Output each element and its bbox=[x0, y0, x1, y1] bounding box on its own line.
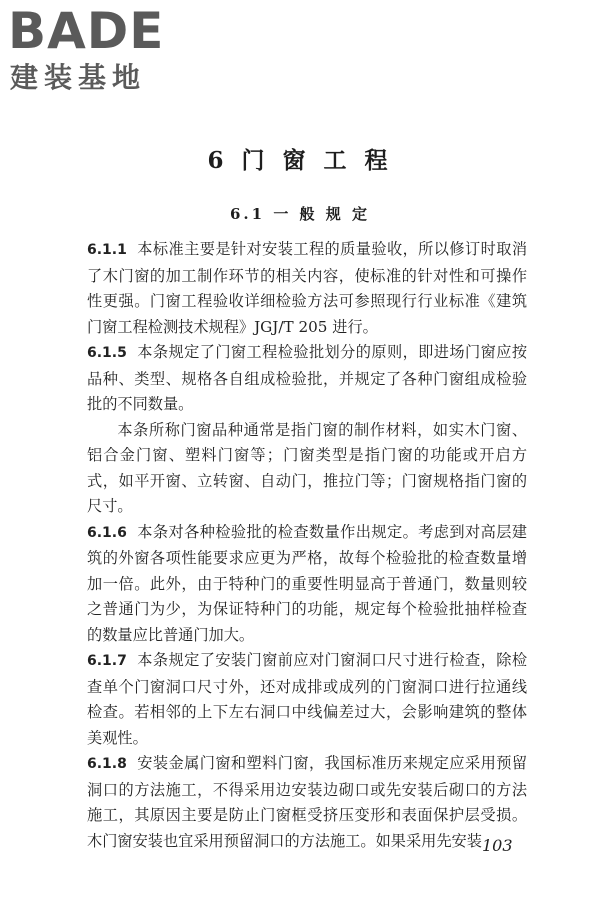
clause-paragraph bbox=[87, 751, 527, 854]
clause-number: 6.1.5 bbox=[87, 345, 127, 361]
clause-number: 6.1.7 bbox=[87, 653, 127, 669]
logo-subtitle: 建装基地 bbox=[10, 61, 147, 94]
clause-paragraph bbox=[87, 237, 527, 340]
clause-number: 6.1.1 bbox=[87, 242, 127, 258]
clause-text: 本标准主要是针对安装工程的质量验收，所以修订时取消了木门窗的加工制作环节的相关内容，使标准的针对性和可操作性更强。门窗工程验收详细检验方法可参照现行行业标准《建筑门窗工程检测技术规程》JGJ/T 205 进行。 bbox=[87, 240, 527, 336]
section-title: 6.1 一 般 规 定 bbox=[230, 205, 370, 223]
clause-number: 6.1.6 bbox=[87, 524, 127, 541]
logo bbox=[8, 4, 178, 96]
clause-paragraph bbox=[87, 648, 527, 751]
clause-paragraph bbox=[87, 520, 527, 649]
page-number: 103 bbox=[482, 836, 513, 855]
clause-text: 本条对各种检验批的检查数量作出规定。考虑到对高层建筑的外窗各项性能要求应更为严格，故每个检验批的检查数量增加一倍。此外，由于特种门的重要性明显高于普通门，数量则较之普通门为少，为保证特种门的功能，规定每个检验批抽样检查的数量应比普通门加大。 bbox=[87, 522, 527, 644]
clause-paragraph bbox=[87, 340, 527, 418]
chapter-title: 6 门 窗 工 程 bbox=[207, 147, 393, 174]
clause-text: 本条所称门窗品种通常是指门窗的制作材料，如实木门窗、铝合金门窗、塑料门窗等；门窗类型是指门窗的功能或开启方式，如平开窗、立转窗、自动门，推拉门等；门窗规格指门窗的尺寸。 bbox=[87, 420, 527, 515]
clause-text: 本条规定了安装门窗前应对门窗洞口尺寸进行检查，除检查单个门窗洞口尺寸外，还对成排或成列的门窗洞口进行拉通线检查。若相邻的上下左右洞口中线偏差过大，会影响建筑的整体美观性。 bbox=[87, 651, 527, 747]
clause-number: 6.1.8 bbox=[87, 756, 127, 772]
clause-text: 本条规定了门窗工程检验批划分的原则，即进场门窗应按品种、类型、规格各自组成检验批，并规定了各种门窗组成检验批的不同数量。 bbox=[87, 343, 527, 413]
logo-wordmark: BADE bbox=[8, 2, 165, 60]
clause-text: 安装金属门窗和塑料门窗，我国标准历来规定应采用预留洞口的方法施工，不得采用边安装边砌口或先安装后砌口的方法施工，其原因主要是防止门窗框受挤压变形和表面保护层受损。木门窗安装也宜采用预留洞口的方法施工。如果采用先安装 bbox=[87, 754, 527, 850]
clause-paragraph bbox=[87, 418, 527, 520]
body-text bbox=[87, 237, 527, 854]
